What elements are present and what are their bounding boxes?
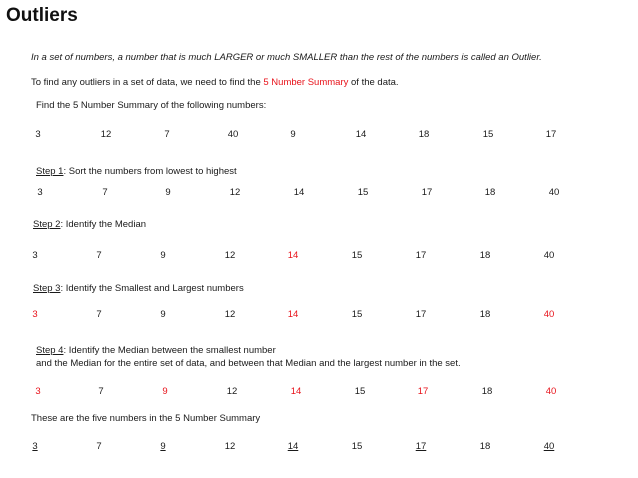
sorted-numbers-row [0, 187, 638, 201]
summary-upper-quartile: 17 [415, 441, 427, 452]
number-cell: 17 [421, 187, 433, 198]
number-cell: 15 [354, 386, 366, 397]
number-cell: 40 [543, 250, 555, 261]
step-4-text: : Identify the Median between the smallest number [63, 345, 276, 356]
summary-median: 14 [287, 441, 299, 452]
number-cell: 7 [96, 250, 102, 261]
number-cell: 9 [290, 129, 296, 140]
conclusion-text: These are the five numbers in the 5 Number Summary [31, 413, 261, 424]
step-2-text: : Identify the Median [60, 219, 147, 230]
maximum-value: 40 [545, 386, 557, 397]
number-cell: 14 [355, 129, 367, 140]
number-cell: 18 [479, 250, 491, 261]
number-cell: 15 [482, 129, 494, 140]
step-4-heading [36, 345, 276, 356]
number-cell: 15 [357, 187, 369, 198]
step-1-label: Step 1 [36, 166, 64, 177]
intro-after: of the data. [348, 77, 399, 88]
summary-maximum: 40 [543, 441, 555, 452]
number-cell: 18 [481, 386, 493, 397]
intro-before: To find any outliers in a set of data, we need to find the [31, 77, 264, 88]
number-cell: 7 [164, 129, 170, 140]
number-cell: 9 [165, 187, 171, 198]
number-cell: 3 [37, 187, 43, 198]
number-cell: 12 [224, 309, 236, 320]
intro-text [31, 77, 399, 88]
number-cell: 15 [351, 309, 363, 320]
number-cell: 7 [98, 386, 104, 397]
page-title: Outliers [6, 5, 78, 26]
median-value: 14 [290, 386, 302, 397]
number-cell: 9 [160, 250, 166, 261]
number-cell: 14 [293, 187, 305, 198]
summary-row [0, 441, 638, 455]
number-cell: 15 [351, 441, 363, 452]
number-cell: 18 [479, 309, 491, 320]
upper-quartile-value: 17 [417, 386, 429, 397]
number-cell: 15 [351, 250, 363, 261]
original-numbers-row [0, 129, 638, 143]
number-cell: 40 [548, 187, 560, 198]
summary-minimum: 3 [32, 441, 38, 452]
number-cell: 12 [226, 386, 238, 397]
lower-quartile-value: 9 [162, 386, 168, 397]
number-cell: 18 [418, 129, 430, 140]
step-3-text: : Identify the Smallest and Largest numbers [60, 283, 244, 294]
number-cell: 7 [96, 441, 102, 452]
number-cell: 18 [484, 187, 496, 198]
median-row [0, 250, 638, 264]
number-cell: 3 [35, 129, 41, 140]
number-cell: 17 [545, 129, 557, 140]
step-3-label: Step 3 [33, 283, 61, 294]
largest-value: 40 [543, 309, 555, 320]
step-2-label: Step 2 [33, 219, 61, 230]
number-cell: 12 [229, 187, 241, 198]
number-cell: 40 [227, 129, 239, 140]
definition-text: In a set of numbers, a number that is much LARGER or much SMALLER than the rest of the numbers is called an Outlier. [31, 52, 542, 63]
number-cell: 17 [415, 250, 427, 261]
number-cell: 12 [224, 250, 236, 261]
step-4-continuation: and the Median for the entire set of data, and between that Median and the largest number in the set. [36, 358, 461, 369]
prompt-text: Find the 5 Number Summary of the following numbers: [36, 100, 267, 111]
quartiles-row [0, 386, 638, 400]
number-cell: 18 [479, 441, 491, 452]
summary-lower-quartile: 9 [160, 441, 166, 452]
number-cell: 9 [160, 309, 166, 320]
step-3-heading [33, 283, 244, 294]
median-value: 14 [287, 309, 299, 320]
smallest-value: 3 [32, 309, 38, 320]
step-4-label: Step 4 [36, 345, 64, 356]
number-cell: 7 [96, 309, 102, 320]
step-1-heading [36, 166, 237, 177]
number-cell: 12 [100, 129, 112, 140]
step-1-text: : Sort the numbers from lowest to highest [63, 166, 237, 177]
extremes-row [0, 309, 638, 323]
number-cell: 7 [102, 187, 108, 198]
minimum-value: 3 [35, 386, 41, 397]
step-2-heading [33, 219, 146, 230]
number-cell: 17 [415, 309, 427, 320]
intro-highlight: 5 Number Summary [263, 77, 349, 88]
number-cell: 3 [32, 250, 38, 261]
number-cell: 12 [224, 441, 236, 452]
median-value: 14 [287, 250, 299, 261]
